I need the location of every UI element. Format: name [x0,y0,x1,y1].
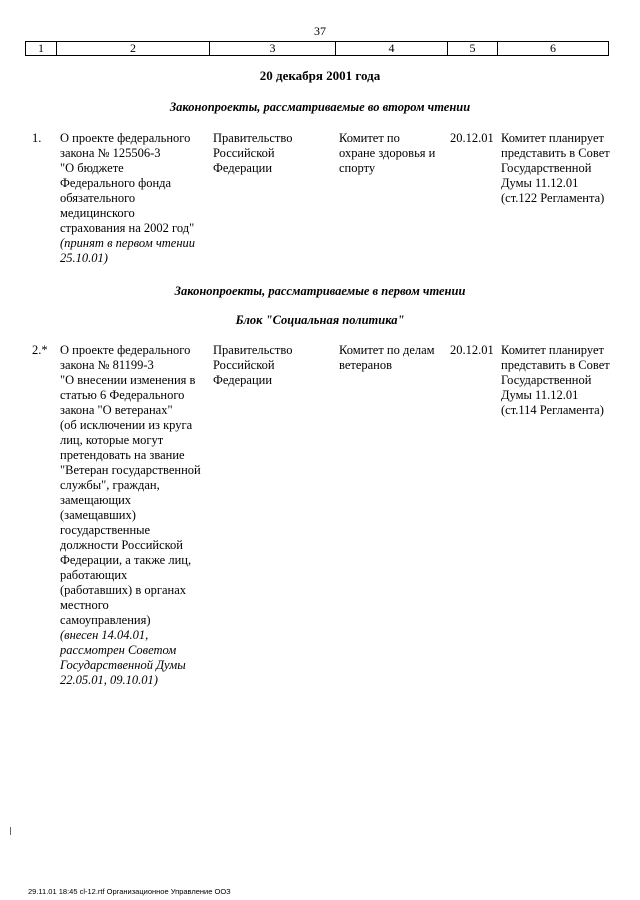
bill-note-line: представить в Совет [501,358,610,372]
bill-title-line: замещающих [60,493,132,507]
bill-committee-line: спорту [339,161,376,175]
bill-note-line: (ст.114 Регламента) [501,403,604,417]
bill-title-line: местного [60,598,109,612]
bill-title-line: страхования на 2002 год" [60,221,195,235]
bill-note-line: Государственной [501,161,592,175]
column-number: 1 [26,42,57,55]
bill-subject [213,131,333,176]
bill-committee-line: Комитет по делам [339,343,435,357]
bill-note-line: Думы 11.12.01 [501,176,579,190]
date-heading: 20 декабря 2001 года [259,68,381,83]
bill-title-line: "Ветеран государственной [60,463,201,477]
footer: 29.11.01 18:45 cl-12.rtf Организационное Управление ООЗ [28,887,231,896]
bill-subject-line: Правительство [213,131,293,145]
bill-note-line: Комитет планирует [501,131,604,145]
bill-title-line: О проекте федерального [60,131,191,145]
bill-title-line: государственные [60,523,151,537]
bill-subject-line: Федерации [213,373,273,387]
bill-title [60,343,210,688]
column-number: 5 [448,42,498,55]
bill-title-line: Федерального фонда [60,176,172,190]
bill-subject-line: Российской [213,146,275,160]
bill-note-line: Комитет планирует [501,343,604,357]
bill-title-line: медицинского [60,206,135,220]
entry-number: 2.* [32,343,48,357]
section-heading-first-reading: Законопроекты, рассматриваемые в первом чтении [174,284,466,298]
bill-title-line: работающих [60,568,128,582]
column-number: 2 [57,42,210,55]
bill-note [501,343,616,418]
bill-title-line: службы", граждан, [60,478,160,492]
bill-title-line: претендовать на звание [60,448,185,462]
margin-mark [10,827,11,835]
bill-committee [339,343,449,373]
bill-status-line: Государственной Думы [60,658,186,672]
bill-subject-line: Российской [213,358,275,372]
bill-subject [213,343,333,388]
bill-committee-line: Комитет по [339,131,400,145]
bill-date: 20.12.01 [450,131,494,145]
page-number: 37 [314,24,326,38]
bill-status-line: 25.10.01) [60,251,108,265]
bill-note [501,131,616,206]
column-number: 4 [336,42,448,55]
bill-title-line: Федерации, а также лиц, [60,553,192,567]
bill-title-line: закона № 81199-3 [60,358,154,372]
bill-title-line: О проекте федерального [60,343,191,357]
bill-status-line: (принят в первом чтении [60,236,196,250]
bill-title-line: (замещавших) [60,508,136,522]
column-number: 6 [550,41,556,55]
bill-subject-line: Федерации [213,161,273,175]
bill-title [60,131,210,266]
bill-title-line: (работавших) в органах [60,583,187,597]
bill-title-line: "О внесении изменения в [60,373,196,387]
bill-status-line: рассмотрен Советом [60,643,177,657]
bill-title-line: лиц, которые могут [60,433,164,447]
bill-note-line: Государственной [501,373,592,387]
section-heading-block: Блок "Социальная политика" [235,313,405,327]
bill-date: 20.12.01 [450,343,494,357]
section-heading-second-reading: Законопроекты, рассматриваемые во втором чтении [169,100,471,114]
bill-subject-line: Правительство [213,343,293,357]
bill-title-line: "О бюджете [60,161,124,175]
column-number: 3 [210,42,336,55]
bill-note-line: Думы 11.12.01 [501,388,579,402]
bill-title-line: закона "О ветеранах" [60,403,173,417]
bill-note-line: (ст.122 Регламента) [501,191,605,205]
bill-title-line: статью 6 Федерального [60,388,185,402]
bill-committee [339,131,449,176]
bill-title-line: обязательного [60,191,136,205]
entry-number: 1. [32,131,42,145]
column-number-header [25,41,609,56]
bill-note-line: представить в Совет [501,146,610,160]
bill-status-line: (внесен 14.04.01, [60,628,149,642]
bill-committee-line: охране здоровья и [339,146,436,160]
bill-title-line: (об исключении из круга [60,418,193,432]
bill-title-line: должности Российской [60,538,183,552]
bill-title-line: закона № 125506-3 [60,146,161,160]
bill-committee-line: ветеранов [339,358,393,372]
bill-status-line: 22.05.01, 09.10.01) [60,673,158,687]
bill-title-line: самоуправления) [60,613,151,627]
